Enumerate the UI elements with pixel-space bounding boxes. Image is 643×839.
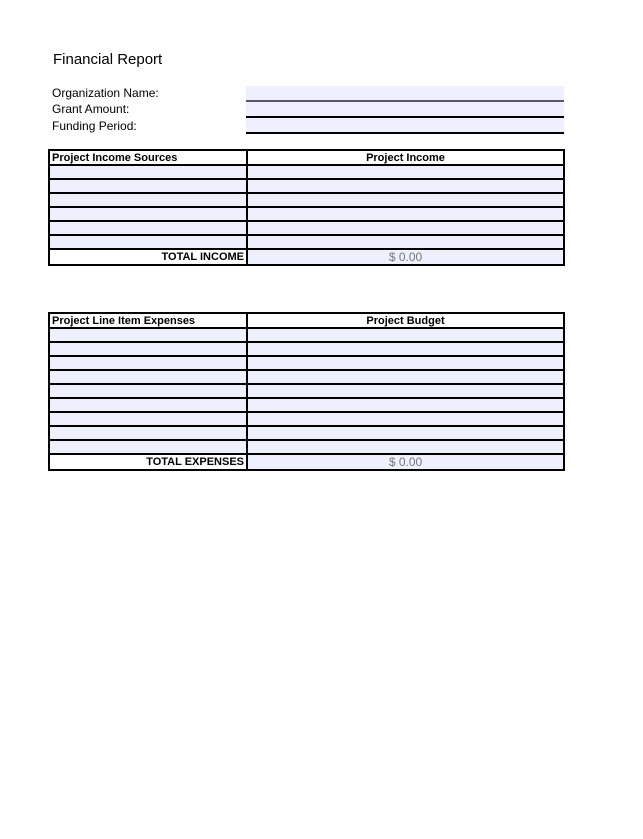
table-row [50,193,563,207]
funding-period-field[interactable] [246,118,564,134]
expense-table [48,312,565,471]
expense-item-cell[interactable] [50,440,247,454]
expense-item-cell[interactable] [50,370,247,384]
expense-item-cell[interactable] [50,412,247,426]
table-row [50,398,563,412]
table-row [50,235,563,249]
expense-budget-cell[interactable] [247,328,563,342]
expense-item-cell[interactable] [50,342,247,356]
grant-amount-label: Grant Amount: [52,102,130,116]
table-row [50,179,563,193]
total-income-value: $ 0.00 [247,249,563,264]
income-amount-cell[interactable] [247,165,563,179]
table-row [50,207,563,221]
organization-name-label: Organization Name: [52,86,159,100]
table-row [50,426,563,440]
expense-item-cell[interactable] [50,426,247,440]
income-amount-cell[interactable] [247,221,563,235]
expense-budget-cell[interactable] [247,440,563,454]
table-row [50,328,563,342]
expense-budget-cell[interactable] [247,342,563,356]
income-amount-cell[interactable] [247,207,563,221]
income-amount-cell[interactable] [247,193,563,207]
expense-budget-cell[interactable] [247,426,563,440]
expense-budget-cell[interactable] [247,412,563,426]
grant-amount-field[interactable] [246,102,564,118]
funding-period-label: Funding Period: [52,119,137,133]
table-row [50,221,563,235]
income-source-cell[interactable] [50,193,247,207]
table-row [50,412,563,426]
income-source-cell[interactable] [50,207,247,221]
income-amount-cell[interactable] [247,235,563,249]
total-expenses-label: TOTAL EXPENSES [50,454,247,469]
project-income-header: Project Income [247,151,563,165]
expense-header-row [50,314,563,328]
expense-budget-cell[interactable] [247,384,563,398]
organization-name-field[interactable] [246,86,564,102]
expense-item-cell[interactable] [50,398,247,412]
table-row [50,370,563,384]
income-table [48,149,565,266]
total-expenses-value: $ 0.00 [247,454,563,469]
total-income-label: TOTAL INCOME [50,249,247,264]
line-item-expenses-header: Project Line Item Expenses [50,314,247,328]
income-sources-header: Project Income Sources [50,151,247,165]
income-header-row [50,151,563,165]
income-amount-cell[interactable] [247,179,563,193]
income-source-cell[interactable] [50,235,247,249]
expense-budget-cell[interactable] [247,356,563,370]
income-total-row [50,249,563,264]
table-row [50,356,563,370]
table-row [50,342,563,356]
table-row [50,440,563,454]
expense-item-cell[interactable] [50,384,247,398]
table-row [50,165,563,179]
expense-item-cell[interactable] [50,356,247,370]
income-source-cell[interactable] [50,221,247,235]
project-budget-header: Project Budget [247,314,563,328]
expense-budget-cell[interactable] [247,370,563,384]
income-source-cell[interactable] [50,179,247,193]
table-row [50,384,563,398]
page-title: Financial Report [53,51,163,68]
expense-total-row [50,454,563,469]
income-source-cell[interactable] [50,165,247,179]
expense-budget-cell[interactable] [247,398,563,412]
expense-item-cell[interactable] [50,328,247,342]
